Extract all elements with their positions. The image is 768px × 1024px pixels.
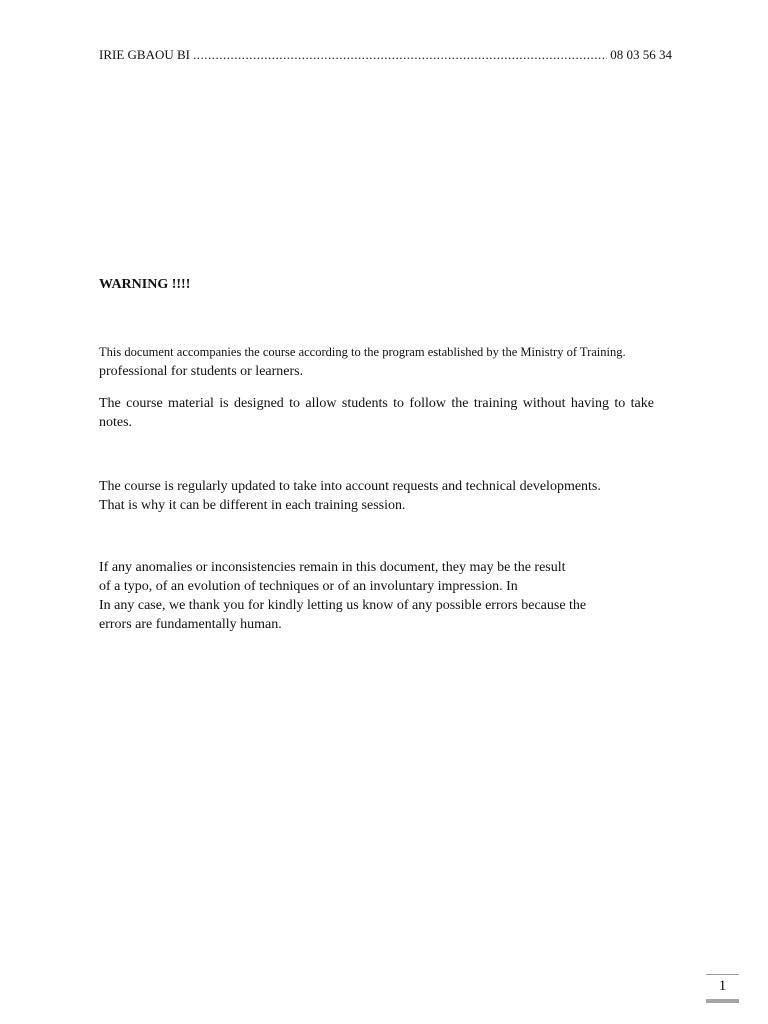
header-dot-leader — [193, 47, 607, 63]
paragraph-errors-line-2: of a typo, of an evolution of techniques or of an involuntary impression. In — [99, 579, 518, 594]
paragraph-errors-line-3: In any case, we thank you for kindly letting us know of any possible errors because the — [99, 598, 587, 613]
warning-title: WARNING !!!! — [99, 277, 191, 292]
header-phone: 08 03 56 34 — [610, 47, 672, 62]
page-number: 1 — [718, 978, 727, 994]
paragraph-updates-line-2: That is why it can be different in each training session. — [99, 498, 406, 513]
paragraph-intro — [99, 343, 679, 381]
page-number-box — [706, 974, 739, 1003]
paragraph-course-material: The course material is designed to allow students to follow the training without having to take notes. — [99, 396, 654, 430]
paragraph-intro-line-2: professional for students or learners. — [99, 364, 304, 379]
paragraph-errors — [99, 558, 679, 634]
paragraph-errors-line-1: If any anomalies or inconsistencies remain in this document, they may be the result — [99, 560, 566, 575]
paragraph-errors-line-4: errors are fundamentally human. — [99, 617, 282, 632]
paragraph-updates — [99, 477, 679, 515]
paragraph-intro-line-1: This document accompanies the course according to the program established by the Ministry of Training. — [99, 345, 626, 359]
page-header — [99, 47, 672, 65]
header-author: IRIE GBAOU BI — [99, 47, 190, 62]
paragraph-updates-line-1: The course is regularly updated to take into account requests and technical developments. — [99, 479, 601, 494]
page-number-bar — [706, 999, 739, 1003]
